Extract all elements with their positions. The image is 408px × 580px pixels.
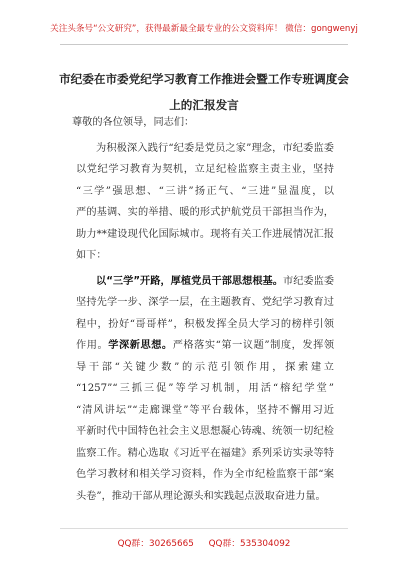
paragraph1-line: “三学”强思想、“三讲”扬正气、“三进”显温度，以 (76, 185, 334, 197)
paragraph2-line: “清风讲坛”“走廊课堂”等平台载体，坚持不懈用习近 (76, 404, 334, 416)
footer-qq-group-2: QQ群：535304092 (208, 539, 291, 549)
paragraph2-line: 色学习教材和相关学习资料，作为全市纪检监察干部“案 (76, 469, 334, 480)
footer (0, 536, 408, 549)
paragraph2-line: 平新时代中国特色社会主义思想凝心铸魂、统领一切纪检 (76, 426, 334, 437)
paragraph2-sub-line (76, 335, 334, 357)
paragraph1-line: 以党纪学习教育为契机，立足纪检监察主责主业，坚持 (76, 164, 334, 175)
paragraph2-line: 头卷”，推动干部从理论源头和实践起点汲取奋进力量。 (76, 490, 326, 502)
paragraph2-heading-tail: 市纪委监委 (282, 275, 335, 287)
header-banner: 关注头条号“公文研究”，获得最新最全最专业的公文资料库！ 微信：gongwenyj (50, 24, 358, 34)
title-line-1: 市纪委在市委党纪学习教育工作推进会暨工作专班调度会 (59, 72, 349, 86)
paragraph2-line: 导干部“关键少数”的示范引领作用，探索建立 (76, 361, 334, 373)
salutation: 尊敬的各位领导，同志们： (72, 117, 195, 128)
paragraph2-line: 监察工作。精心选取《习近平在福建》系列采访实录等特 (76, 447, 334, 459)
paragraph1-line: 为积极深入践行“纪委是党员之家”理念，市纪委监委 (96, 142, 334, 154)
document-title (56, 66, 352, 118)
paragraph2-heading: 以“三学”开路，厚植党员干部思想根基。 (96, 275, 283, 287)
document-body (72, 112, 335, 507)
paragraph2-line: 作用。 (76, 340, 109, 351)
paragraph2-line: “1257”“三抓三促”等学习机制，用活“榕纪学堂” (76, 383, 334, 394)
header-divider (60, 44, 348, 45)
footer-divider (60, 528, 348, 529)
footer-qq-group-1: QQ群：30265665 (117, 539, 194, 549)
paragraph2-first-line (76, 271, 334, 293)
paragraph2-subheading: 学深新思想。 (108, 340, 173, 351)
title-line-2: 上的汇报发言 (169, 98, 239, 112)
paragraph1-line: 助力**建设现代化国际城市。现将有关工作进展情况汇报 (76, 228, 334, 240)
paragraph2-line: 坚持先学一步、深学一层，在主题教育、党纪学习教育过 (76, 297, 334, 308)
paragraph2-line: 程中，扮好“哥哥样”，积极发挥全员大学习的榜样引领 (76, 318, 334, 330)
paragraph1-line: 严的基调、实的举措、暖的形式护航党员干部担当作为， (76, 207, 334, 218)
paragraph2-sub-tail: 严格落实“第一议题”制度，发挥领 (172, 340, 335, 351)
paragraph1-line: 如下： (76, 250, 107, 261)
